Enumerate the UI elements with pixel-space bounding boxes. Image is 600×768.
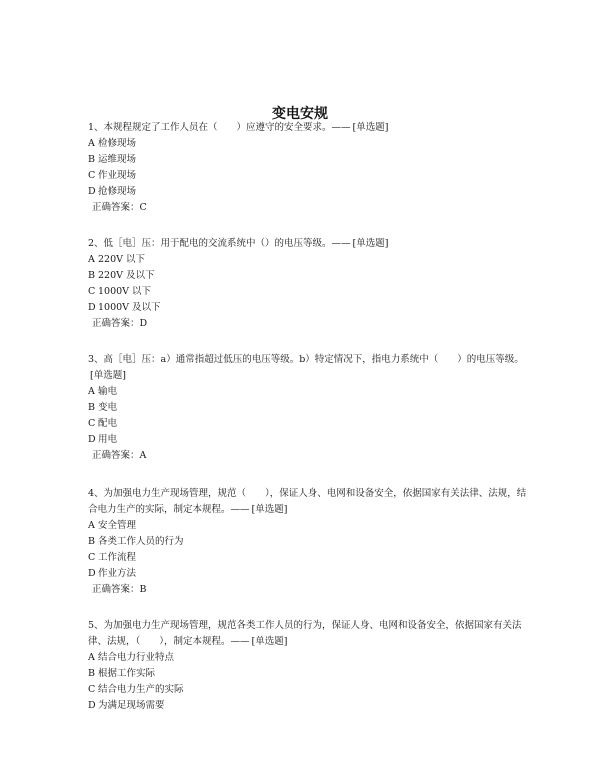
question-3 (88, 352, 528, 464)
answer-label: 正确答案： (92, 202, 140, 213)
answer-value: A (139, 450, 147, 461)
answer-value: D (139, 318, 148, 329)
option-b: B 运维现场 (88, 154, 137, 165)
question-stem: 5、为加强电力生产现场管理，规范各类工作人员的行为，保证人身、电网和设备安全，依据国家有关法律、法规，（ ），制定本规程。—— (88, 620, 522, 647)
question-type-tag: [单选题] (90, 370, 126, 381)
option-d: D 作业方法 (88, 568, 137, 579)
question-stem: 2、低［电］压：用于配电的交流系统中（）的电压等级。—— (88, 238, 351, 249)
option-a: A 220V 以下 (88, 254, 146, 265)
question-stem: 4、为加强电力生产现场管理，规范（ ），保证人身、电网和设备安全，依据国家有关法律、法规，结合电力生产的实际，制定本规程。—— (88, 488, 527, 515)
option-d: D 用电 (88, 434, 118, 445)
question-2 (88, 236, 528, 332)
question-text (88, 120, 528, 136)
correct-answer (88, 582, 528, 598)
page-title: 变电安规 (272, 106, 328, 122)
question-type-tag: [单选题] (251, 504, 288, 515)
question-5 (88, 618, 528, 714)
answer-label: 正确答案： (92, 584, 140, 595)
option-c: C 结合电力生产的实际 (88, 684, 184, 695)
correct-answer (88, 200, 528, 216)
question-1 (88, 120, 528, 216)
question-text (88, 352, 528, 384)
option-c: C 作业现场 (88, 170, 137, 181)
answer-value: C (139, 202, 147, 213)
answer-label: 正确答案： (92, 318, 140, 329)
answer-label: 正确答案： (92, 450, 140, 461)
option-b: B 各类工作人员的行为 (88, 536, 184, 547)
option-a: A 安全管理 (88, 520, 137, 531)
question-type-tag: [单选题] (352, 238, 389, 249)
option-c: C 配电 (88, 418, 118, 429)
option-c: C 工作流程 (88, 552, 137, 563)
option-b: B 根据工作实际 (88, 668, 156, 679)
question-type-tag: [单选题] (251, 636, 288, 647)
option-a: A 检修现场 (88, 138, 137, 149)
question-text (88, 618, 528, 650)
option-c: C 1000V 以下 (88, 286, 152, 297)
option-a: A 输电 (88, 386, 118, 397)
question-4 (88, 486, 528, 598)
option-b: B 220V 及以下 (88, 270, 155, 281)
question-stem: 3、高［电］压：a）通常指超过低压的电压等级。b）特定情况下，指电力系统中（ ）的电压等级。 (88, 354, 524, 365)
question-text (88, 486, 528, 518)
option-d: D 抢修现场 (88, 186, 137, 197)
option-a: A 结合电力行业特点 (88, 652, 175, 663)
option-d: D 为满足现场需要 (88, 700, 165, 711)
answer-value: B (139, 584, 147, 595)
option-b: B 变电 (88, 402, 118, 413)
question-type-tag: [单选题] (352, 122, 389, 133)
question-stem: 1、本规程规定了工作人员在（ ）应遵守的安全要求。—— (88, 122, 351, 133)
correct-answer (88, 448, 528, 464)
correct-answer (88, 316, 528, 332)
question-text (88, 236, 528, 252)
option-d: D 1000V 及以下 (88, 302, 161, 313)
